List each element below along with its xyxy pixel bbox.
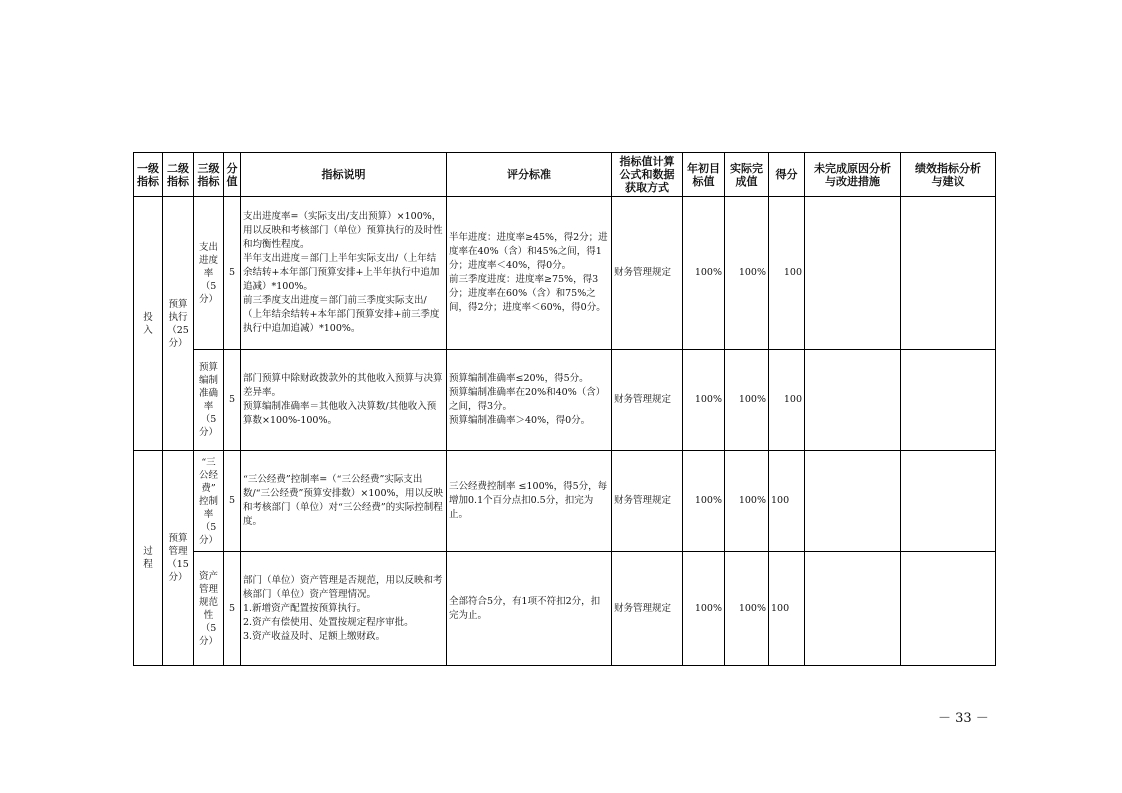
criteria: 三公经费控制率 ≤100%，得5分，每增加0.1个百分点扣0.5分，扣完为止。 — [447, 451, 612, 552]
suggestion-cell — [901, 197, 996, 350]
target-value: 100% — [683, 451, 725, 552]
criteria: 半年进度：进度率≥45%，得2分；进度率在40%（含）和45%之间，得1分；进度率＜40%，得0分。 前三季度进度：进度率≥75%，得3分；进度率在60%（含）和75%之间，得2分；进度率＜60%，得0分。 — [447, 197, 612, 350]
col-header-level3: 三级 指标 — [194, 153, 224, 197]
col-header-score-value: 分 值 — [224, 153, 241, 197]
actual-value: 100% — [725, 197, 769, 350]
group-process: 过 程 — [134, 451, 163, 666]
indicator: “三 公经 费” 控制 率 （5 分） — [194, 451, 224, 552]
reason-cell — [805, 451, 901, 552]
score: 100 — [769, 350, 805, 451]
group-input: 投 入 — [134, 197, 163, 451]
actual-value: 100% — [725, 350, 769, 451]
table-row — [134, 451, 996, 552]
reason-cell — [805, 350, 901, 451]
indicator: 预算 编制 准确 率 （5 分） — [194, 350, 224, 451]
col-header-score: 得分 — [769, 153, 805, 197]
method: 财务管理规定 — [612, 451, 683, 552]
suggestion-cell — [901, 350, 996, 451]
col-header-reason: 未完成原因分析 与改进措施 — [805, 153, 901, 197]
score: 100 — [769, 552, 805, 666]
suggestion-cell — [901, 552, 996, 666]
reason-cell — [805, 552, 901, 666]
subgroup-budget-exec: 预算 执行 （25 分） — [163, 197, 194, 451]
col-header-description: 指标说明 — [241, 153, 447, 197]
page-number: － 33 － — [938, 711, 989, 726]
description: 部门（单位）资产管理是否规范，用以反映和考核部门（单位）资产管理情况。 1.新增资产配置按预算执行。 2.资产有偿使用、处置按规定程序审批。 3.资产收益及时、足额上缴财政。 — [241, 552, 447, 666]
description: “三公经费”控制率=（“三公经费”实际支出数/“三公经费”预算安排数）×100%，用以反映和考核部门（单位）对“三公经费”的实际控制程度。 — [241, 451, 447, 552]
col-header-method: 指标值计算 公式和数据 获取方式 — [612, 153, 683, 197]
criteria: 预算编制准确率≤20%，得5分。 预算编制准确率在20%和40%（含）之间，得3分。 预算编制准确率＞40%，得0分。 — [447, 350, 612, 451]
col-header-criteria: 评分标准 — [447, 153, 612, 197]
performance-table — [133, 152, 996, 666]
table-row — [134, 350, 996, 451]
method: 财务管理规定 — [612, 552, 683, 666]
method: 财务管理规定 — [612, 197, 683, 350]
table-row — [134, 552, 996, 666]
actual-value: 100% — [725, 552, 769, 666]
col-header-level2: 二级 指标 — [163, 153, 194, 197]
col-header-suggestion: 绩效指标分析 与建议 — [901, 153, 996, 197]
score-value: 5 — [224, 451, 241, 552]
score-value: 5 — [224, 350, 241, 451]
score-value: 5 — [224, 552, 241, 666]
criteria: 全部符合5分，有1项不符扣2分，扣完为止。 — [447, 552, 612, 666]
col-header-target: 年初目 标值 — [683, 153, 725, 197]
indicator: 资产 管理 规范 性 （5 分） — [194, 552, 224, 666]
target-value: 100% — [683, 350, 725, 451]
actual-value: 100% — [725, 451, 769, 552]
suggestion-cell — [901, 451, 996, 552]
header-row — [134, 153, 996, 197]
table-row — [134, 197, 996, 350]
description: 部门预算中除财政拨款外的其他收入预算与决算差异率。 预算编制准确率＝其他收入决算数/其他收入预算数×100%-100%。 — [241, 350, 447, 451]
score-value: 5 — [224, 197, 241, 350]
subgroup-budget-mgmt: 预算 管理 （15 分） — [163, 451, 194, 666]
score: 100 — [769, 451, 805, 552]
target-value: 100% — [683, 197, 725, 350]
target-value: 100% — [683, 552, 725, 666]
description: 支出进度率=（实际支出/支出预算）×100%，用以反映和考核部门（单位）预算执行的及时性和均衡性程度。 半年支出进度＝部门上半年实际支出/（上年结余结转+本年部门预算安排+上半年执行中追加追减）*100%。 前三季度支出进度＝部门前三季度实际支出/（上年结余结转+本年部门预算安排+前三季度执行中追加追减）*100%。 — [241, 197, 447, 350]
score: 100 — [769, 197, 805, 350]
reason-cell — [805, 197, 901, 350]
method: 财务管理规定 — [612, 350, 683, 451]
col-header-actual: 实际完 成值 — [725, 153, 769, 197]
indicator: 支出 进度 率 （5 分） — [194, 197, 224, 350]
col-header-level1: 一级 指标 — [134, 153, 163, 197]
